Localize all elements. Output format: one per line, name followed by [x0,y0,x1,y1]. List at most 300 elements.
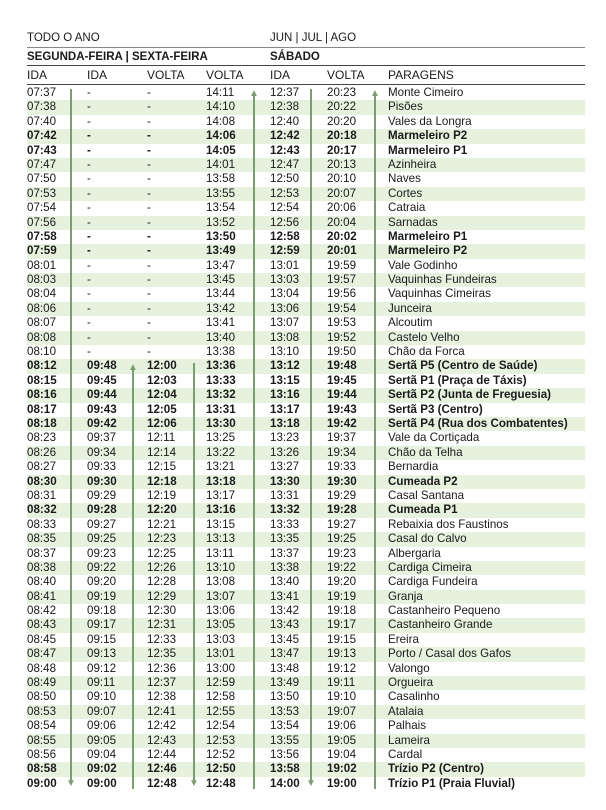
time-volta-3: 19:44 [327,388,357,402]
direction-arrow-down-icon: ▼ [66,89,76,789]
header-divider [27,47,585,48]
time-volta-2: 13:47 [206,258,236,272]
time-volta-3: 19:34 [327,445,357,459]
days-divider [27,65,585,66]
stop-name: Marmeleiro P1 [388,229,468,243]
stop-name: Casal do Calvo [388,532,467,546]
col-volta-3: VOLTA [327,68,365,82]
time-volta-2: 13:42 [206,301,236,315]
time-volta-3: 19:50 [327,345,357,359]
direction-arrow-up-icon: ▲ [249,89,259,789]
time-ida-2: 09:00 [87,776,117,790]
time-ida-1: 09:00 [27,776,57,790]
col-ida-3: IDA [270,68,291,82]
time-volta-3: 20:01 [327,244,357,258]
time-ida-2: - [87,186,91,200]
time-ida-1: 08:35 [27,532,57,546]
time-ida-2: - [87,229,91,243]
time-volta-2: 13:13 [206,532,236,546]
time-volta-2: 12:59 [206,676,236,690]
time-ida-1: 07:37 [27,86,57,99]
time-ida-2: 09:45 [87,373,117,387]
stop-name: Casalinho [388,690,440,704]
stop-name: Cardiga Fundeira [388,575,478,589]
stop-name: Chão da Telha [388,445,463,459]
time-ida-1: 08:40 [27,575,57,589]
time-ida-1: 08:31 [27,488,57,502]
time-ida-1: 07:54 [27,201,57,215]
time-ida-2: 09:44 [87,388,117,402]
time-volta-3: 20:04 [327,215,357,229]
time-ida-1: 08:18 [27,416,57,430]
time-volta-2: 13:50 [206,229,236,243]
time-volta-3: 19:17 [327,618,357,632]
time-volta-2: 14:10 [206,100,236,114]
stop-name: Casal Santana [388,488,465,502]
stop-name: Sertã P5 (Centro de Saúde) [388,359,538,373]
time-ida-3: 12:43 [270,143,300,157]
time-ida-1: 07:47 [27,157,57,171]
time-volta-2: 13:45 [206,273,236,287]
time-ida-3: 13:54 [270,719,300,733]
stop-name: Cardiga Cimeira [388,560,472,574]
time-volta-3: 19:15 [327,632,357,646]
stop-name: Castanheiro Pequeno [388,604,501,618]
time-volta-3: 20:13 [327,157,357,171]
time-ida-1: 07:42 [27,129,57,143]
time-volta-3: 19:00 [327,776,357,790]
time-volta-2: 13:36 [206,359,236,373]
time-volta-2: 12:52 [206,747,236,761]
time-volta-1: - [147,172,151,186]
time-ida-3: 13:50 [270,690,300,704]
time-ida-2: 09:07 [87,704,117,718]
time-ida-2: 09:23 [87,546,117,560]
time-volta-2: 12:55 [206,704,236,718]
time-ida-3: 13:47 [270,647,300,661]
time-ida-1: 08:04 [27,287,57,301]
time-ida-3: 13:06 [270,301,300,315]
time-volta-3: 20:20 [327,114,357,128]
stop-name: Marmeleiro P1 [388,143,468,157]
time-ida-2: 09:13 [87,647,117,661]
time-volta-1: 12:14 [147,445,177,459]
stop-name: Monte Cimeiro [388,86,464,99]
stop-name: Rebaixia dos Faustinos [388,517,509,531]
time-volta-2: 13:49 [206,244,236,258]
time-ida-2: - [87,201,91,215]
time-ida-1: 08:15 [27,373,57,387]
time-ida-1: 07:58 [27,229,57,243]
time-volta-3: 19:42 [327,416,357,430]
time-volta-1: - [147,330,151,344]
time-volta-2: 13:21 [206,460,236,474]
time-volta-3: 20:07 [327,186,357,200]
time-ida-2: - [87,143,91,157]
time-ida-2: 09:11 [87,676,116,690]
time-volta-2: 14:08 [206,114,236,128]
time-volta-1: 12:36 [147,661,177,675]
time-ida-3: 13:17 [270,402,300,416]
time-ida-3: 13:48 [270,661,300,675]
time-volta-3: 19:02 [327,762,357,776]
time-volta-1: 12:37 [147,676,177,690]
time-volta-3: 19:06 [327,719,357,733]
stop-name: Atalaia [388,704,424,718]
time-ida-2: 09:43 [87,402,117,416]
stop-name: Vale da Cortiçada [388,431,480,445]
time-ida-1: 07:40 [27,114,57,128]
time-volta-1: - [147,229,151,243]
time-volta-3: 19:29 [327,488,357,502]
stop-name: Orgueira [388,676,434,690]
time-ida-1: 07:59 [27,244,57,258]
time-volta-3: 19:30 [327,474,357,488]
time-ida-2: - [87,287,91,301]
time-volta-1: 12:06 [147,416,177,430]
time-volta-2: 13:00 [206,661,236,675]
stop-name: Vale Godinho [388,258,458,272]
stop-name: Pisões [388,100,423,114]
time-ida-1: 08:23 [27,431,57,445]
time-volta-3: 19:22 [327,560,357,574]
time-ida-3: 13:01 [270,258,300,272]
time-volta-1: 12:46 [147,762,177,776]
stop-name: Castanheiro Grande [388,618,493,632]
time-volta-1: 12:48 [147,776,177,790]
time-ida-2: 09:48 [87,359,117,373]
time-volta-3: 19:37 [327,431,357,445]
time-ida-2: - [87,157,91,171]
time-ida-3: 12:42 [270,129,300,143]
time-volta-3: 19:52 [327,330,357,344]
time-ida-2: 09:10 [87,690,117,704]
time-ida-3: 13:37 [270,546,300,560]
time-ida-1: 08:03 [27,273,57,287]
stop-name: Catraia [388,201,426,215]
stop-name: Marmeleiro P2 [388,244,468,258]
time-ida-2: - [87,258,91,272]
time-volta-2: 12:54 [206,719,236,733]
stop-name: Sertã P2 (Junta de Freguesia) [388,388,552,402]
time-ida-3: 13:42 [270,604,300,618]
days-header [27,49,587,65]
time-volta-1: 12:25 [147,546,177,560]
direction-arrow-up-icon: ▲ [128,363,138,789]
time-ida-3: 13:08 [270,330,300,344]
time-ida-2: - [87,172,91,186]
time-ida-2: 09:27 [87,517,117,531]
time-volta-1: - [147,215,151,229]
time-volta-2: 13:15 [206,517,236,531]
stop-name: Sarnadas [388,215,438,229]
time-ida-1: 08:45 [27,632,57,646]
time-ida-1: 08:41 [27,589,57,603]
time-volta-2: 13:06 [206,604,236,618]
time-ida-1: 07:38 [27,100,57,114]
time-volta-1: - [147,273,151,287]
time-ida-2: 09:34 [87,445,117,459]
time-volta-3: 20:02 [327,229,357,243]
time-ida-2: 09:25 [87,532,117,546]
time-volta-2: 13:07 [206,589,236,603]
time-volta-1: 12:05 [147,402,177,416]
time-ida-2: - [87,129,91,143]
time-volta-2: 13:05 [206,618,236,632]
stop-name: Vaquinhas Cimeiras [388,287,491,301]
stop-name: Bernardia [388,460,439,474]
time-volta-1: 12:30 [147,604,177,618]
time-volta-2: 14:06 [206,129,236,143]
time-volta-1: 12:23 [147,532,177,546]
time-ida-3: 12:40 [270,114,300,128]
time-volta-1: 12:15 [147,460,177,474]
time-volta-2: 13:22 [206,445,236,459]
time-volta-2: 13:32 [206,388,236,402]
time-ida-1: 08:12 [27,359,57,373]
stop-name: Junceira [388,301,432,315]
stop-name: Valongo [388,661,430,675]
time-ida-3: 13:32 [270,503,300,517]
time-volta-2: 13:10 [206,560,236,574]
time-volta-3: 20:23 [327,86,357,99]
time-volta-2: 14:05 [206,143,236,157]
saturday-label: SÁBADO [270,51,320,63]
time-ida-3: 12:47 [270,157,300,171]
time-volta-2: 13:17 [206,488,236,502]
time-volta-3: 19:48 [327,359,357,373]
time-ida-3: 12:53 [270,186,300,200]
time-ida-2: - [87,244,91,258]
time-ida-1: 08:43 [27,618,57,632]
time-ida-1: 08:58 [27,762,57,776]
time-volta-2: 14:01 [206,157,236,171]
stop-name: Granja [388,589,423,603]
time-ida-2: 09:04 [87,747,117,761]
time-volta-2: 13:33 [206,373,236,387]
time-volta-3: 19:19 [327,589,357,603]
time-ida-2: 09:42 [87,416,117,430]
time-ida-3: 13:26 [270,445,300,459]
time-ida-1: 08:33 [27,517,57,531]
time-ida-3: 13:07 [270,316,300,330]
time-volta-1: 12:26 [147,560,177,574]
time-volta-1: 12:00 [147,359,177,373]
time-ida-3: 12:37 [270,86,300,99]
time-volta-1: 12:31 [147,618,177,632]
time-volta-2: 14:11 [206,86,235,99]
stop-name: Naves [388,172,421,186]
time-volta-3: 19:59 [327,258,357,272]
time-volta-1: 12:44 [147,747,177,761]
time-ida-1: 08:38 [27,560,57,574]
time-ida-2: 09:12 [87,661,117,675]
time-ida-2: - [87,301,91,315]
time-ida-3: 13:55 [270,733,300,747]
time-volta-1: - [147,258,151,272]
time-volta-3: 19:20 [327,575,357,589]
time-ida-3: 13:16 [270,388,300,402]
time-volta-1: 12:29 [147,589,177,603]
time-ida-2: 09:05 [87,733,117,747]
time-ida-3: 13:03 [270,273,300,287]
time-volta-2: 13:03 [206,632,236,646]
time-volta-1: - [147,345,151,359]
col-ida-1: IDA [27,68,48,82]
time-volta-2: 13:44 [206,287,236,301]
time-ida-3: 13:40 [270,575,300,589]
time-ida-3: 13:53 [270,704,300,718]
time-volta-3: 19:05 [327,733,357,747]
time-ida-2: 09:06 [87,719,117,733]
time-ida-3: 13:35 [270,532,300,546]
time-ida-3: 13:12 [270,359,300,373]
time-volta-1: - [147,201,151,215]
stop-name: Albergaria [388,546,441,560]
stop-name: Castelo Velho [388,330,460,344]
time-volta-3: 19:53 [327,316,357,330]
direction-arrow-down-icon: ▼ [306,89,316,789]
time-ida-3: 13:10 [270,345,300,359]
stop-name: Marmeleiro P2 [388,129,468,143]
time-ida-1: 08:17 [27,402,57,416]
stop-name: Ereira [388,632,419,646]
time-volta-3: 19:33 [327,460,357,474]
time-ida-2: - [87,215,91,229]
time-volta-3: 19:25 [327,532,357,546]
time-volta-1: - [147,114,151,128]
time-volta-3: 19:11 [327,676,356,690]
stop-name: Azinheira [388,157,437,171]
time-volta-3: 20:22 [327,100,357,114]
time-volta-1: - [147,301,151,315]
time-volta-2: 13:16 [206,503,236,517]
time-volta-1: - [147,316,151,330]
stop-name: Cumeada P1 [388,503,458,517]
time-volta-3: 20:10 [327,172,357,186]
time-volta-2: 13:55 [206,186,236,200]
stop-name: Chão da Forca [388,345,465,359]
stop-name: Vales da Longra [388,114,472,128]
col-ida-2: IDA [87,68,108,82]
time-ida-1: 08:06 [27,301,57,315]
time-ida-1: 08:53 [27,704,57,718]
time-volta-2: 13:41 [206,316,236,330]
time-volta-2: 13:18 [206,474,236,488]
time-ida-2: - [87,330,91,344]
time-ida-2: 09:29 [87,488,117,502]
time-ida-2: - [87,114,91,128]
time-ida-3: 13:49 [270,676,300,690]
time-ida-3: 12:58 [270,229,300,243]
time-volta-1: 12:11 [147,431,176,445]
time-volta-3: 19:45 [327,373,357,387]
time-volta-2: 13:38 [206,345,236,359]
stop-name: Sertã P3 (Centro) [388,402,483,416]
time-volta-1: 12:35 [147,647,177,661]
time-ida-3: 13:04 [270,287,300,301]
time-ida-3: 13:56 [270,747,300,761]
time-ida-1: 08:47 [27,647,57,661]
time-volta-3: 19:57 [327,273,357,287]
stop-name: Porto / Casal dos Gafos [388,647,512,661]
time-ida-2: 09:28 [87,503,117,517]
time-ida-1: 07:50 [27,172,57,186]
time-volta-3: 19:10 [327,690,357,704]
col-paragens: PARAGENS [388,68,454,82]
time-volta-3: 19:04 [327,747,357,761]
col-volta-1: VOLTA [147,68,185,82]
time-volta-2: 12:53 [206,733,236,747]
time-ida-1: 08:56 [27,747,57,761]
time-volta-3: 19:07 [327,704,357,718]
time-volta-1: 12:43 [147,733,177,747]
time-volta-1: 12:18 [147,474,177,488]
time-ida-3: 13:18 [270,416,300,430]
time-volta-3: 20:18 [327,129,357,143]
direction-arrow-down-icon: ▼ [189,363,199,789]
time-ida-1: 08:30 [27,474,57,488]
time-volta-2: 13:25 [206,431,236,445]
time-volta-1: - [147,186,151,200]
time-volta-3: 19:54 [327,301,357,315]
stop-name: Palhais [388,719,427,733]
time-volta-2: 13:11 [206,546,235,560]
time-ida-3: 13:23 [270,431,300,445]
time-volta-2: 13:31 [206,402,236,416]
time-volta-1: 12:38 [147,690,177,704]
time-ida-3: 12:50 [270,172,300,186]
time-volta-3: 20:06 [327,201,357,215]
time-ida-2: 09:15 [87,632,117,646]
time-ida-2: - [87,345,91,359]
time-ida-1: 08:55 [27,733,57,747]
time-volta-1: - [147,129,151,143]
stop-name: Vaquinhas Fundeiras [388,273,497,287]
time-volta-2: 12:58 [206,690,236,704]
time-volta-1: 12:28 [147,575,177,589]
time-ida-2: 09:18 [87,604,117,618]
time-ida-1: 08:32 [27,503,57,517]
stop-name: Lameira [388,733,430,747]
time-ida-1: 08:42 [27,604,57,618]
time-volta-3: 19:23 [327,546,357,560]
time-volta-3: 19:43 [327,402,357,416]
time-ida-2: - [87,86,91,99]
time-ida-3: 13:58 [270,762,300,776]
time-ida-2: - [87,100,91,114]
column-header-divider [27,84,585,85]
time-ida-1: 08:08 [27,330,57,344]
time-volta-1: 12:33 [147,632,177,646]
time-ida-2: 09:33 [87,460,117,474]
time-volta-1: 12:04 [147,388,177,402]
stop-name: Sertã P4 (Rua dos Combatentes) [388,416,568,430]
summer-months-label: JUN | JUL | AGO [270,32,357,44]
time-volta-3: 20:17 [327,143,357,157]
time-ida-2: - [87,316,91,330]
time-volta-2: 13:58 [206,172,236,186]
time-volta-1: - [147,86,151,99]
time-volta-3: 19:28 [327,503,357,517]
time-ida-2: 09:37 [87,431,117,445]
col-volta-2: VOLTA [206,68,244,82]
time-ida-3: 12:59 [270,244,300,258]
time-volta-1: - [147,143,151,157]
time-ida-1: 08:49 [27,676,57,690]
time-ida-2: 09:30 [87,474,117,488]
time-ida-1: 07:53 [27,186,57,200]
